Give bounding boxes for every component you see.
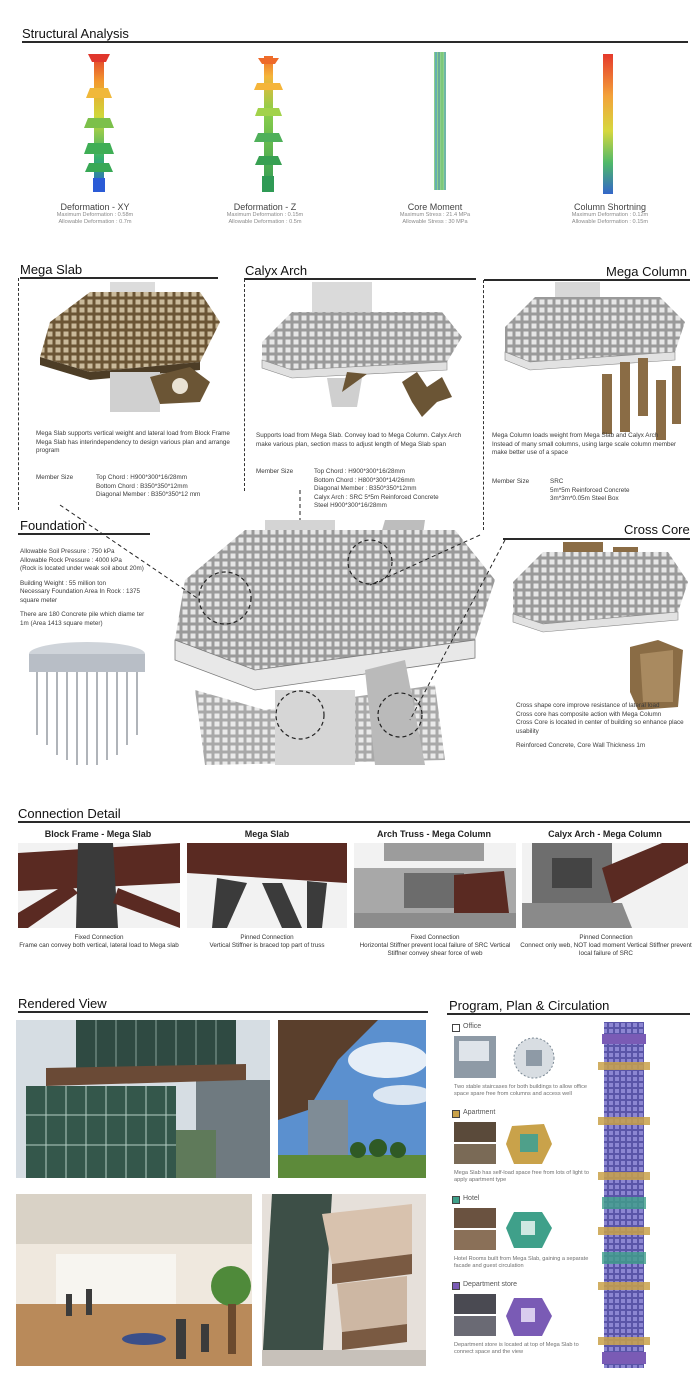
program-tower-diagram	[596, 1022, 656, 1368]
apartment-plan-images	[454, 1122, 590, 1168]
calyx-arch-desc: Supports load from Mega Slab. Convey load to Mega Column. Calyx Arch make various plan, section mass to adjust length of Mega Slab span	[256, 432, 462, 448]
program-item-department-store: Department store Department store is located at top of Mega Slab to connect space and the view	[452, 1280, 592, 1368]
hotel-marker-icon	[452, 1196, 460, 1204]
calyx-arch-title: Calyx Arch	[245, 263, 308, 278]
analysis-caption-1: Deformation - XY Maximum Deformation : 0.58m Allowable Deformation : 0.7m	[56, 202, 134, 226]
connection-title-1: Block Frame - Mega Slab	[44, 829, 152, 839]
cross-core-rule	[503, 538, 690, 540]
rendered-image-tower-view	[262, 1194, 426, 1366]
connection-image-1	[18, 843, 180, 928]
connection-detail-rule	[18, 821, 690, 823]
column-shortening-model	[603, 54, 613, 194]
connection-title-4: Calyx Arch - Mega Column	[548, 829, 662, 839]
calyx-arch-rule	[244, 278, 476, 280]
connection-caption-4: Pinned Connection Connect only web, NOT load moment Vertical Stiffner prevent local failure of SRC	[520, 934, 692, 957]
connection-title-2: Mega Slab	[244, 829, 290, 839]
analysis-caption-3: Core Moment Maximum Stress : 21.4 MPa Allowable Stress : 30 MPa	[399, 202, 471, 226]
connection-title-3: Arch Truss - Mega Column	[376, 829, 492, 839]
cross-core-text: Cross shape core improve resistance of lateral load Cross core has composite action with Mega Column Cross Core is located in center of building so enhance place usability Reinforced Concrete, Core Wall Thickness 1m	[516, 702, 684, 749]
mega-slab-illustration	[30, 282, 240, 417]
foundation-title: Foundation	[20, 518, 86, 533]
mega-slab-rule	[20, 277, 218, 279]
department-marker-icon	[452, 1282, 460, 1290]
rendered-image-exterior-1	[16, 1020, 270, 1178]
foundation-rule	[18, 533, 150, 535]
rendered-view-rule	[18, 1011, 428, 1013]
connection-caption-2: Pinned Connection Vertical Stiffner is braced top part of truss	[209, 934, 325, 949]
calyx-arch-size-label: Member Size	[256, 468, 294, 475]
foundation-text: Allowable Soil Pressure : 750 kPa Allowable Rock Pressure : 4000 kPa (Rock is located under weak soil about 20m) Building Weight : 55 million ton Necessary Foundation Area In Rock : 1375 square meter There are 180 Concrete pile which diame ter 1m (Area 1413 square meter)	[20, 548, 145, 627]
department-plan-images	[454, 1294, 590, 1340]
structural-analysis-title: Structural Analysis	[22, 26, 129, 41]
mega-column-desc: Mega Column loads weight from Mega Slab and Calyx Arch Instead of many small columns, using large scale column member make better use of a space	[492, 432, 677, 456]
calyx-arch-illustration	[252, 282, 477, 422]
mega-column-size-label: Member Size	[492, 478, 530, 485]
mega-slab-sizes: Top Chord : H900*300*16/28mm Bottom Chord : B350*350*12mm Diagonal Member : B350*350*12 mm	[96, 474, 201, 498]
program-item-hotel: Hotel Hotel Rooms built from Mega Slab, gaining a separate facade and guest circulation	[454, 1195, 589, 1270]
program-rule	[447, 1013, 690, 1015]
mega-column-rule	[484, 279, 690, 281]
office-plan-images	[454, 1036, 590, 1082]
foundation-piles-illustration	[22, 640, 152, 770]
deformation-xy-model	[84, 54, 114, 192]
program-title: Program, Plan & Circulation	[449, 998, 610, 1013]
program-item-office: Office Two stable staircases for both buildings to allow office space spare free from columns and access well	[452, 1022, 592, 1108]
connection-image-4	[522, 843, 688, 928]
connection-caption-1: Fixed Connection Frame can convey both vertical, lateral load to Mega slab	[19, 934, 179, 949]
apartment-marker-icon	[452, 1110, 460, 1118]
calyx-arch-sizes: Top Chord : H900*300*16/28mm Bottom Chord : H800*300*14/26mm Diagonal Member : B350*350*12mm Calyx Arch : SRC 5*5m Reinforced Concrete Steel H900*300*16/28mm	[314, 468, 439, 509]
rendered-view-title: Rendered View	[18, 996, 107, 1011]
connection-caption-3: Fixed Connection Horizontal Stiffner prevent local failure of SRC Vertical Stiffner convey shear force of web	[359, 934, 511, 957]
analysis-caption-2: Deformation - Z Maximum Deformation : 0.15m Allowable Deformation : 0.5m	[226, 202, 304, 226]
mega-slab-size-label: Member Size	[36, 474, 74, 481]
mega-slab-desc: Mega Slab supports vertical weight and lateral load from Block Frame Mega Slab has interindependency to design various plan and arrange program	[36, 430, 230, 454]
core-moment-model	[434, 52, 446, 190]
mega-slab-title: Mega Slab	[20, 262, 83, 277]
hotel-plan-images	[454, 1208, 590, 1254]
connection-image-2	[187, 843, 347, 928]
cross-core-illustration	[508, 542, 693, 712]
deformation-z-model	[254, 56, 283, 192]
mega-column-sizes: SRC 5m*5m Reinforced Concrete 3m*3m*0.05m Steel Box	[550, 478, 630, 502]
mega-column-title: Mega Column	[606, 264, 687, 279]
cross-core-title: Cross Core	[624, 522, 690, 537]
program-list	[452, 1022, 592, 1368]
structural-analysis-rule	[22, 41, 688, 43]
office-marker-icon	[452, 1024, 460, 1032]
analysis-caption-4: Column Shortning Maximum Deformation : 0.12m Allowable Deformation : 0.15m	[571, 202, 649, 226]
rendered-image-exterior-2	[278, 1020, 426, 1178]
connection-image-3	[354, 843, 516, 928]
connection-detail-title: Connection Detail	[18, 806, 121, 821]
rendered-image-interior	[16, 1194, 252, 1366]
program-item-apartment: Apartment Mega Slab has self-load space free from lots of light to apply apartment type	[454, 1109, 589, 1184]
